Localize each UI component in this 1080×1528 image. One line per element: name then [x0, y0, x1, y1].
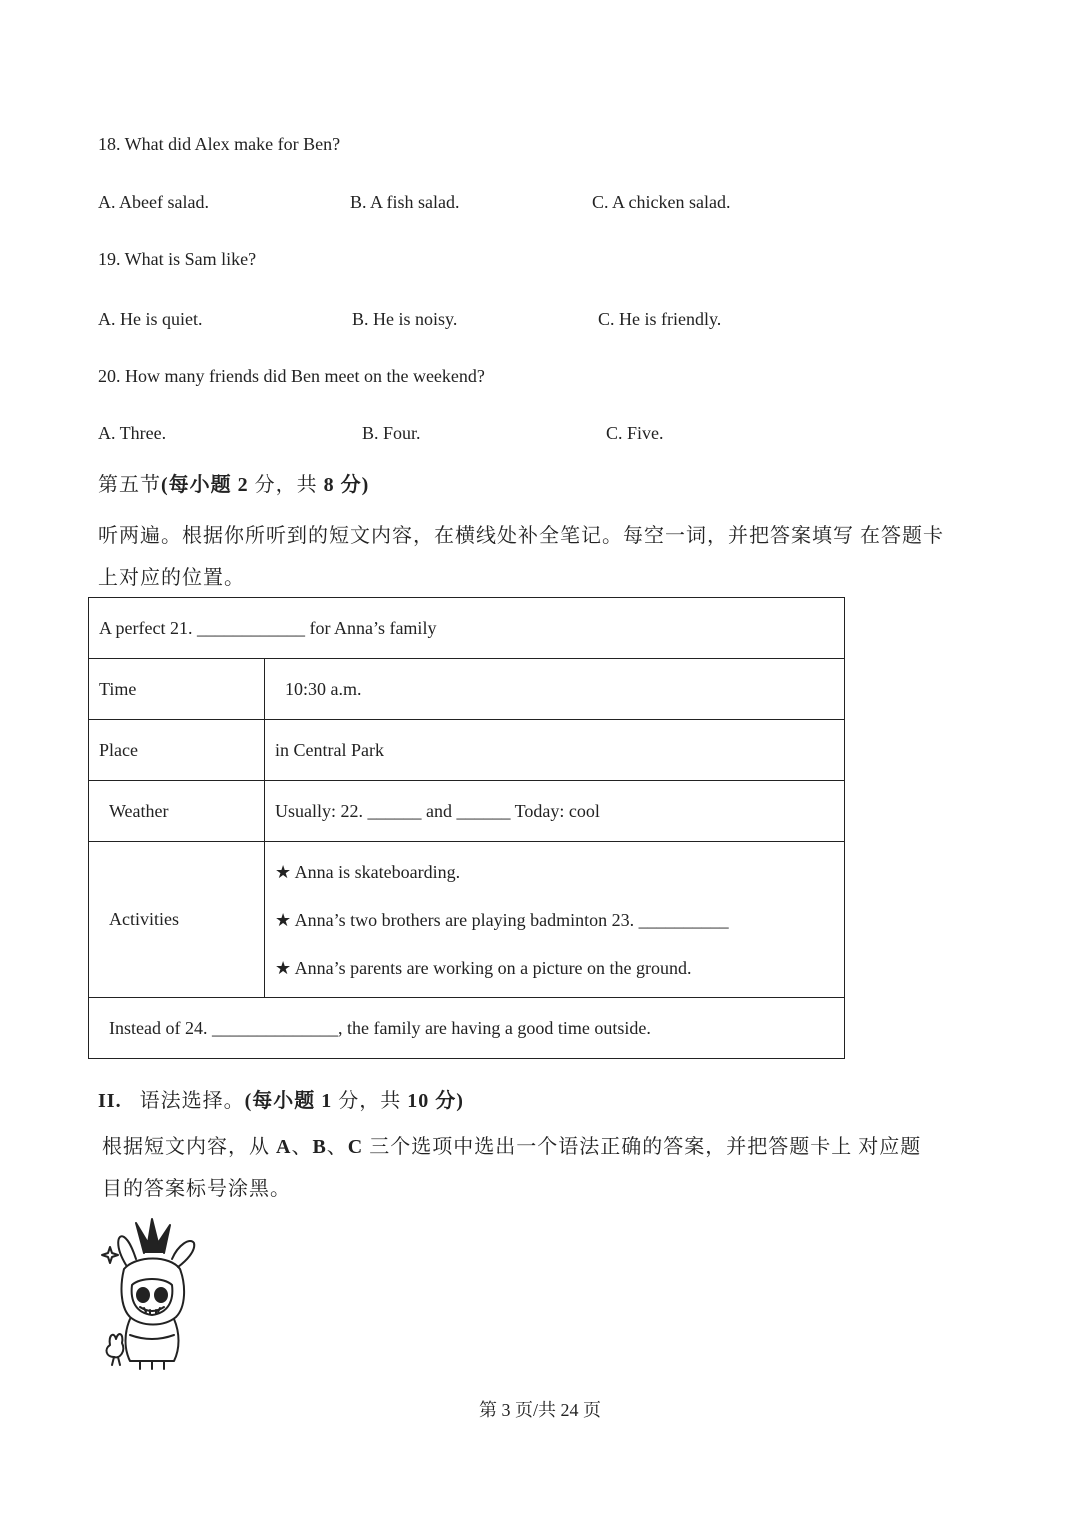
activity-item: ★ Anna is skateboarding.: [275, 861, 461, 882]
notes-row-time: [89, 659, 845, 720]
section-2-score-close: 分): [429, 1090, 464, 1112]
section-2-heading: [98, 1087, 464, 1115]
notes-value-time: 10:30 a.m.: [265, 659, 845, 720]
section-5-score-total: 8: [323, 474, 335, 496]
question-19-option-c: C. He is friendly.: [598, 309, 722, 329]
page-number-footer: 第 3 页/共 24 页: [478, 1400, 601, 1420]
question-20-stem: 20. How many friends did Ben meet on the weekend?: [98, 366, 485, 386]
instr-option-a: A: [276, 1136, 292, 1158]
question-19-stem: 19. What is Sam like?: [98, 249, 257, 269]
notes-title: A perfect 21. ____________ for Anna’s family: [89, 598, 845, 659]
section-2-score-mid: 分，共: [332, 1090, 408, 1112]
section-5-instructions-line-1: 听两遍。根据你所听到的短文内容，在横线处补全笔记。每空一词，并把答案填写 在答题卡: [98, 525, 944, 547]
notes-label-activities: Activities: [89, 842, 265, 998]
section-5-heading: [98, 471, 369, 499]
notes-table: [88, 597, 845, 1059]
question-18-option-b: B. A fish salad.: [350, 192, 460, 212]
notes-footer: Instead of 24. ______________, the family are having a good time outside.: [89, 998, 845, 1059]
section-2-number: II.: [98, 1090, 122, 1112]
notes-value-weather: Usually: 22. ______ and ______ Today: cool: [265, 781, 845, 842]
activity-item: ★ Anna’s two brothers are playing badminton 23. __________: [275, 909, 729, 930]
section-2-score-open: (每小题: [244, 1090, 322, 1112]
instr-option-b: B: [312, 1136, 327, 1158]
notes-label-time: Time: [89, 659, 265, 720]
instr-part-a: 根据短文内容，从: [102, 1136, 276, 1158]
section-2-instructions-line-1: [102, 1133, 921, 1161]
section-5-heading-prefix: 第五节: [98, 474, 161, 496]
question-20-option-b: B. Four.: [362, 423, 421, 443]
notes-footer-row: [89, 998, 845, 1059]
instr-separator: 、: [326, 1136, 348, 1158]
instr-part-b: 三个选项中选出一个语法正确的答案，并把答题卡上 对应题: [363, 1136, 922, 1158]
notes-label-weather: Weather: [89, 781, 265, 842]
question-20-option-a: A. Three.: [98, 423, 167, 443]
section-5-score-each: 2: [237, 474, 249, 496]
notes-row-activities: [89, 842, 845, 998]
question-18-stem: 18. What did Alex make for Ben?: [98, 134, 341, 154]
section-2-instructions-line-2: 目的答案标号涂黑。: [102, 1178, 291, 1200]
notes-title-row: [89, 598, 845, 659]
question-19-option-b: B. He is noisy.: [352, 309, 458, 329]
cartoon-character-illustration: [100, 1215, 200, 1373]
section-5-heading-mid: 分，共: [248, 474, 324, 496]
section-5-heading-close: 分): [334, 474, 370, 496]
question-18-option-c: C. A chicken salad.: [592, 192, 731, 212]
section-2-score-total: 10: [407, 1090, 430, 1112]
section-2-score-each: 1: [321, 1090, 333, 1112]
question-20-option-c: C. Five.: [606, 423, 664, 443]
section-5-instructions-line-2: 上对应的位置。: [98, 567, 245, 589]
notes-row-place: [89, 720, 845, 781]
activity-item: ★ Anna’s parents are working on a picture on the ground.: [275, 957, 692, 978]
notes-value-place: in Central Park: [265, 720, 845, 781]
question-18-option-a: A. Abeef salad.: [98, 192, 209, 212]
section-2-title: 语法选择。: [139, 1090, 245, 1112]
notes-label-place: Place: [89, 720, 265, 781]
instr-option-c: C: [347, 1136, 364, 1158]
question-19-option-a: A. He is quiet.: [98, 309, 203, 329]
notes-row-weather: [89, 781, 845, 842]
instr-separator: 、: [291, 1136, 313, 1158]
notes-activities-list: [265, 842, 845, 998]
section-5-heading-open: (每小题: [161, 474, 238, 496]
